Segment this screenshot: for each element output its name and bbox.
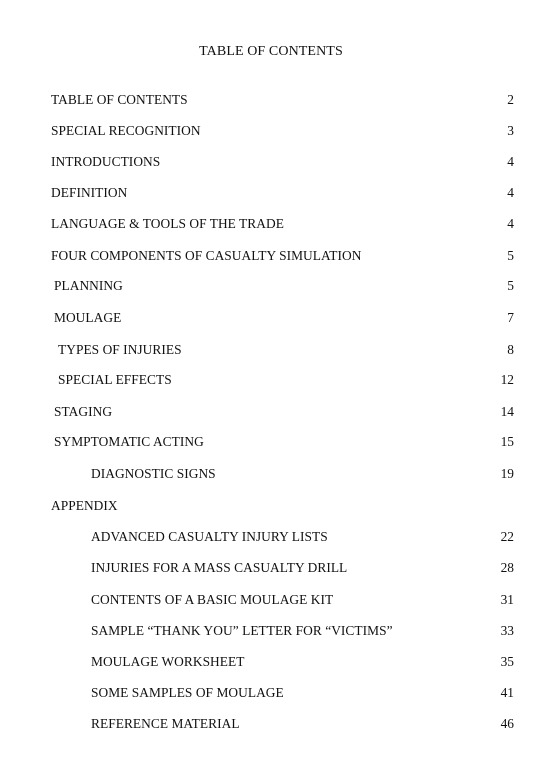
toc-entry-label: PLANNING (54, 278, 123, 293)
toc-entry-label: MOULAGE (54, 310, 122, 325)
toc-entry-page: 46 (500, 716, 514, 731)
toc-entry-label: FOUR COMPONENTS OF CASUALTY SIMULATION (51, 248, 362, 263)
toc-entry (0, 715, 542, 733)
toc-entry-page: 4 (507, 154, 514, 169)
toc-entry (0, 465, 542, 483)
toc-entry (0, 215, 542, 233)
toc-entry-label: DIAGNOSTIC SIGNS (91, 466, 216, 481)
toc-entry (0, 277, 542, 295)
toc-entry-label: SAMPLE “THANK YOU” LETTER FOR “VICTIMS” (91, 623, 393, 638)
toc-entry-label: SPECIAL RECOGNITION (51, 123, 201, 138)
toc-entry (0, 591, 542, 609)
toc-entry-page: 15 (500, 434, 514, 449)
toc-entry (0, 309, 542, 327)
toc-entry (0, 184, 542, 202)
toc-entry-label: SYMPTOMATIC ACTING (54, 434, 204, 449)
toc-entry-label: INTRODUCTIONS (51, 154, 161, 169)
toc-entry-page: 5 (507, 278, 514, 293)
toc-entry (0, 403, 542, 421)
toc-entry-label: DEFINITION (51, 185, 128, 200)
toc-entry-page: 12 (500, 372, 514, 387)
toc-entry (0, 91, 542, 109)
toc-entry (0, 559, 542, 577)
toc-entry-page: 3 (507, 123, 514, 138)
toc-entry (0, 371, 542, 389)
toc-entry (0, 653, 542, 671)
page-title: TABLE OF CONTENTS (199, 44, 343, 59)
toc-entry-label: APPENDIX (51, 498, 118, 513)
toc-entry (0, 528, 542, 546)
toc-entry-label: REFERENCE MATERIAL (91, 716, 240, 731)
toc-entry-label: TYPES OF INJURIES (58, 342, 182, 357)
toc-entry-page: 4 (507, 216, 514, 231)
toc-entry-label: TABLE OF CONTENTS (51, 92, 188, 107)
toc-entry-label: SPECIAL EFFECTS (58, 372, 172, 387)
toc-entry (0, 433, 542, 451)
toc-entry-page: 28 (500, 560, 514, 575)
toc-entry-page: 8 (507, 342, 514, 357)
toc-entry (0, 122, 542, 140)
toc-entry-page: 41 (500, 685, 514, 700)
toc-entry-page: 22 (500, 529, 514, 544)
toc-entry (0, 684, 542, 702)
toc-entry-label: SOME SAMPLES OF MOULAGE (91, 685, 284, 700)
toc-entry-page: 33 (500, 623, 514, 638)
toc-entry (0, 622, 542, 640)
toc-entry-page: 7 (507, 310, 514, 325)
toc-entry-label: MOULAGE WORKSHEET (91, 654, 245, 669)
toc-entry (0, 153, 542, 171)
toc-entry-page: 31 (500, 592, 514, 607)
toc-entry-label: INJURIES FOR A MASS CASUALTY DRILL (91, 560, 348, 575)
toc-entry-page: 14 (500, 404, 514, 419)
toc-entry (0, 247, 542, 265)
toc-entry (0, 497, 542, 515)
toc-entry-label: ADVANCED CASUALTY INJURY LISTS (91, 529, 328, 544)
toc-entry-label: CONTENTS OF A BASIC MOULAGE KIT (91, 592, 334, 607)
toc-entry-page: 5 (507, 248, 514, 263)
toc-entry-label: LANGUAGE & TOOLS OF THE TRADE (51, 216, 284, 231)
toc-entry-label: STAGING (54, 404, 113, 419)
toc-entry-page: 2 (507, 92, 514, 107)
toc-entry-page: 35 (500, 654, 514, 669)
toc-entry-page: 4 (507, 185, 514, 200)
toc-entry-page: 19 (500, 466, 514, 481)
toc-entry (0, 341, 542, 359)
